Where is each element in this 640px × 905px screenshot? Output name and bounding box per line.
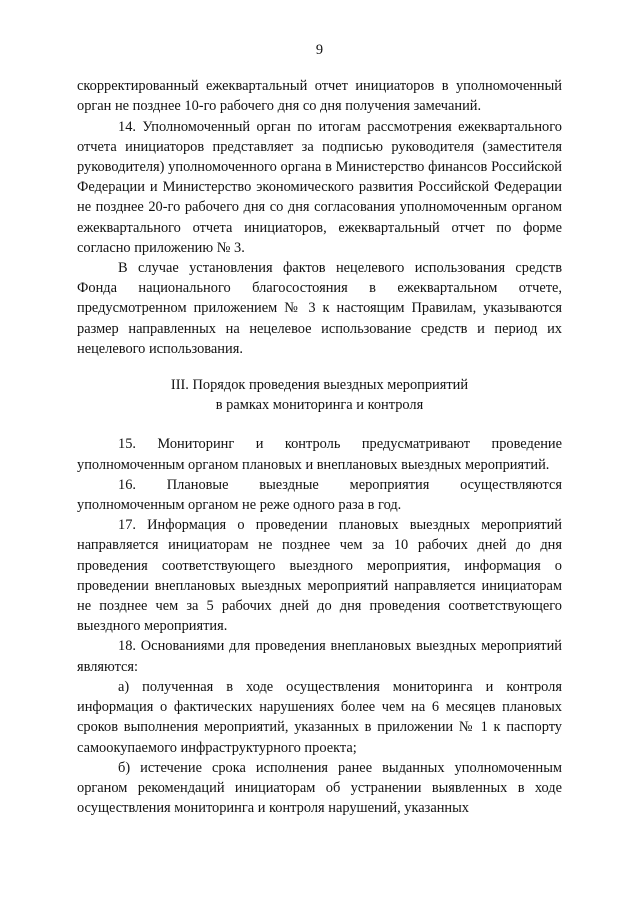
section-heading-line-1: III. Порядок проведения выездных мероприятий	[170, 377, 469, 394]
paragraph-18: 18. Основаниями для проведения внеплановых выездных мероприятий являются:	[77, 638, 562, 675]
paragraph-continuation: скорректированный ежеквартальный отчет инициаторов в уполномоченный орган не позднее 10-го рабочего дня со дня получения замечаний.	[77, 78, 562, 115]
page-number: 9	[315, 42, 324, 58]
paragraph-18-a: а) полученная в ходе осуществления мониторинга и контроля информация о фактических нарушениях более чем на 6 месяцев плановых сроков выполнения мероприятий, указанных в приложении № 1 к паспорту самоокупаемого инфраструктурного проекта;	[77, 678, 562, 756]
section-heading	[77, 375, 562, 415]
section-heading-line-2: в рамках мониторинга и контроля	[215, 397, 424, 414]
paragraph-16: 16. Плановые выездные мероприятия осуществляются уполномоченным органом не реже одного раза в год.	[77, 476, 562, 514]
paragraph-15: 15. Мониторинг и контроль предусматривают проведение уполномоченным органом плановых и внеплановых выездных мероприятий.	[77, 436, 562, 473]
paragraph-14-misuse: В случае установления фактов нецелевого использования средств Фонда национального благосостояния в ежеквартальном отчете, предусмотренном приложением № 3 к настоящим Правилам, указываются размер направленных на нецелевое использование средств и период их нецелевого использования.	[77, 260, 562, 357]
paragraph-17: 17. Информация о проведении плановых выездных мероприятий направляется инициаторам не позднее чем за 10 рабочих дней до дня проведения соответствующего выездного мероприятия, информация о проведении внеплановых выездных мероприятий направляется инициаторам не позднее чем за 5 рабочих дней до дня проведения соответствующего выездного мероприятия.	[77, 517, 562, 635]
paragraph-18-b: б) истечение срока исполнения ранее выданных уполномоченным органом рекомендаций инициаторам об устранении выявленных в ходе осуществления мониторинга и контроля нарушений, указанных	[77, 759, 562, 817]
paragraph-14: 14. Уполномоченный орган по итогам рассмотрения ежеквартального отчета инициаторов представляет за подписью руководителя (заместителя руководителя) уполномоченного органа в Министерство финансов Российской Федерации и Министерство экономического развития Российской Федерации не позднее 20-го рабочего дня со дня согласования уполномоченным органом ежеквартального отчета инициаторов, ежеквартальный отчет по форме согласно приложению № 3.	[77, 118, 562, 256]
